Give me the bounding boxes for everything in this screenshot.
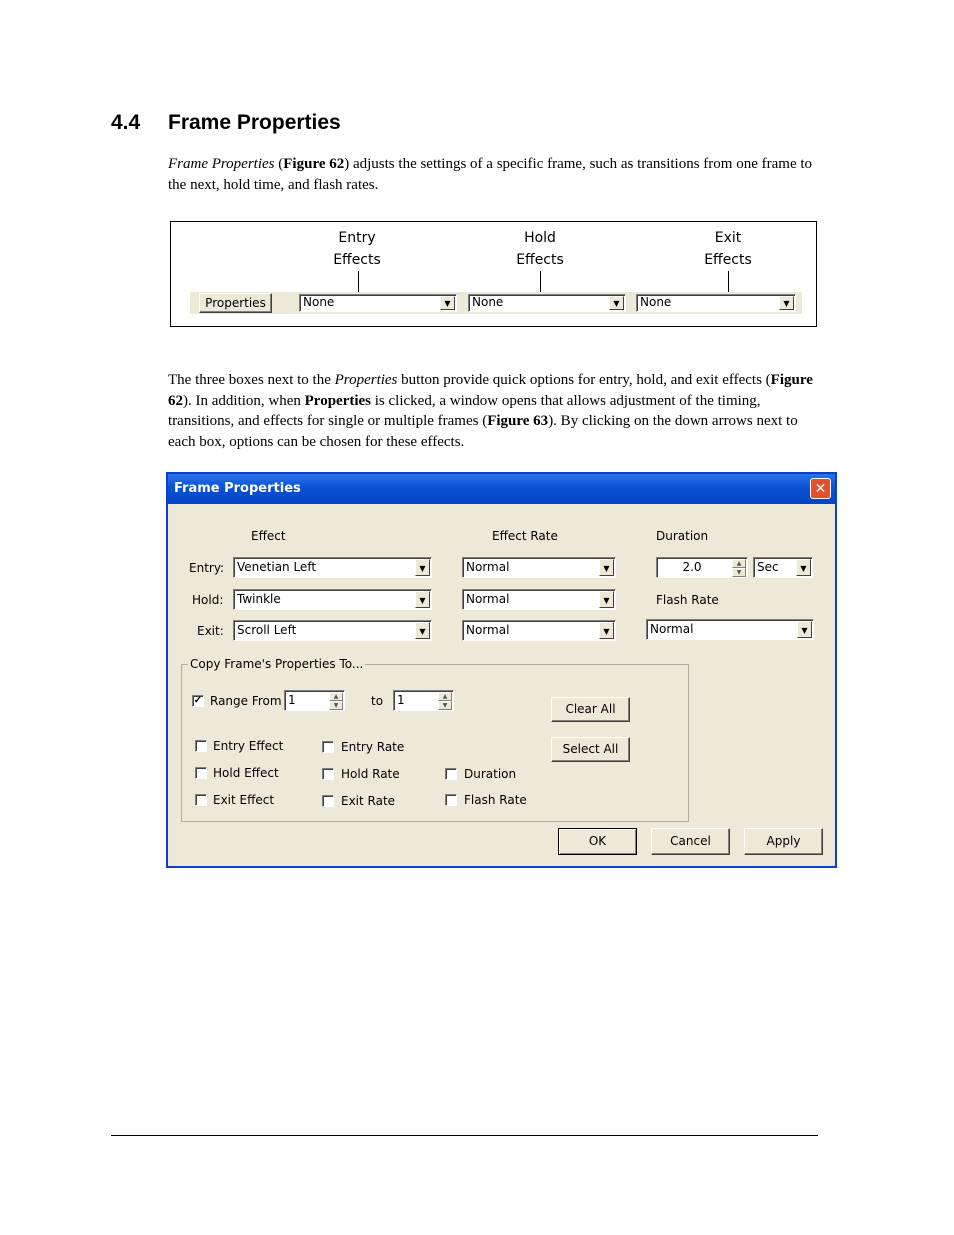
callout-line [358, 271, 359, 293]
section-title: Frame Properties [168, 111, 341, 134]
intro-text-rest: ) adjusts the settings of a specific frame, such as transitions from one frame to the next, hold time, and flash rates. [168, 156, 813, 193]
chevron-down-icon[interactable]: ▼ [599, 559, 614, 576]
spinner-value: 1 [397, 693, 405, 707]
exit-effect-checkbox[interactable] [195, 794, 207, 806]
range-from-label: Range From [210, 694, 282, 708]
duration-spinner[interactable] [656, 557, 748, 578]
body-italic: Properties [334, 372, 398, 388]
exit-rate-select[interactable] [462, 620, 616, 641]
caption-line: Exit [714, 230, 742, 246]
chevron-down-icon[interactable]: ▼ [415, 559, 430, 576]
properties-button[interactable]: Properties [199, 293, 272, 313]
hold-effect-select[interactable] [233, 589, 432, 610]
to-label: to [371, 694, 384, 708]
figure-ref: Figure 62 [283, 156, 345, 172]
select-all-button[interactable]: Select All [551, 737, 630, 762]
frame-properties-dialog [166, 472, 837, 868]
ok-button[interactable]: OK [558, 828, 637, 855]
spin-up-icon[interactable]: ▲ [438, 692, 452, 701]
dialog-titlebar[interactable] [168, 474, 835, 504]
entry-row-label: Entry: [189, 561, 225, 575]
section-heading [111, 111, 341, 135]
entry-effect-select[interactable] [299, 294, 457, 312]
chevron-down-icon[interactable]: ▼ [440, 296, 455, 310]
spin-up-icon[interactable]: ▲ [329, 692, 343, 701]
select-value: Scroll Left [237, 623, 297, 637]
entry-effects-caption [297, 227, 417, 271]
body-text: button provide quick options for entry, hold, and exit effects ( [397, 372, 771, 388]
hold-rate-checkbox[interactable] [322, 768, 334, 780]
duration-column-label: Duration [656, 529, 709, 543]
copy-properties-legend: Copy Frame's Properties To... [190, 657, 364, 671]
range-to-spinner[interactable] [393, 690, 454, 711]
select-value: Normal [650, 622, 694, 636]
select-value: Normal [466, 592, 510, 606]
clear-all-button[interactable]: Clear All [551, 697, 630, 722]
range-from-checkbox[interactable] [192, 695, 204, 707]
range-from-spinner[interactable] [284, 690, 345, 711]
check-icon: ✓ [193, 695, 203, 706]
exit-effect-label: Exit Effect [213, 793, 275, 807]
hold-rate-select[interactable] [462, 589, 616, 610]
body-text: The three boxes next to the [168, 372, 335, 388]
select-value: Normal [466, 623, 510, 637]
body-text: ). By clicking on the down arrows next to each box, options can be chosen for these effects. [168, 413, 798, 450]
spin-down-icon[interactable]: ▼ [438, 701, 452, 710]
flash-rate-checkbox[interactable] [445, 794, 457, 806]
entry-effect-checkbox[interactable] [195, 740, 207, 752]
chevron-down-icon[interactable]: ▼ [609, 296, 624, 310]
select-value: None [472, 295, 504, 309]
exit-row-label: Exit: [197, 624, 224, 638]
flash-rate-check-label: Flash Rate [464, 793, 527, 807]
exit-effects-caption [668, 227, 788, 271]
entry-effect-select[interactable] [233, 557, 432, 578]
figure-ref: Figure 63 [487, 413, 549, 429]
entry-rate-label: Entry Rate [341, 740, 405, 754]
exit-effect-select[interactable] [636, 294, 796, 312]
effect-column-label: Effect [251, 529, 286, 543]
close-icon[interactable]: ✕ [810, 478, 831, 499]
dialog-title: Frame Properties [174, 481, 301, 496]
hold-effect-label: Hold Effect [213, 766, 279, 780]
caption-line: Entry [338, 230, 376, 246]
chevron-down-icon[interactable]: ▼ [796, 559, 811, 576]
spinner-value: 2.0 [682, 560, 702, 574]
caption-line: Effects [516, 252, 564, 268]
spin-up-icon[interactable]: ▲ [732, 559, 746, 568]
spin-down-icon[interactable]: ▼ [329, 701, 343, 710]
figure-ref: Figure 62 [168, 372, 813, 409]
select-value: Twinkle [237, 592, 281, 606]
apply-button[interactable]: Apply [744, 828, 823, 855]
hold-effect-checkbox[interactable] [195, 767, 207, 779]
body-bold: Properties [304, 392, 372, 409]
duration-label: Duration [464, 767, 517, 781]
callout-line [728, 271, 729, 293]
cancel-button[interactable]: Cancel [651, 828, 730, 855]
caption-line: Effects [704, 252, 752, 268]
hold-rate-label: Hold Rate [341, 767, 400, 781]
exit-effect-select[interactable] [233, 620, 432, 641]
duration-unit-select[interactable] [753, 557, 813, 578]
duration-checkbox[interactable] [445, 768, 457, 780]
select-value: Normal [466, 560, 510, 574]
select-value: None [303, 295, 335, 309]
chevron-down-icon[interactable]: ▼ [599, 622, 614, 639]
flash-rate-select[interactable] [646, 619, 814, 640]
section-number: 4.4 [111, 111, 141, 134]
spinner-value: 1 [288, 693, 296, 707]
figure-62-toolbar [170, 221, 817, 327]
toolbar-strip [190, 292, 802, 314]
entry-effect-label: Entry Effect [213, 739, 284, 753]
hold-effects-caption [480, 227, 600, 271]
chevron-down-icon[interactable]: ▼ [797, 621, 812, 638]
body-text: ). In addition, when [183, 392, 305, 409]
exit-rate-label: Exit Rate [341, 794, 396, 808]
select-value: None [640, 295, 672, 309]
chevron-down-icon[interactable]: ▼ [599, 591, 614, 608]
chevron-down-icon[interactable]: ▼ [415, 591, 430, 608]
effect-rate-column-label: Effect Rate [492, 529, 558, 543]
body-paragraph [168, 370, 818, 452]
select-value: Sec [757, 560, 779, 574]
entry-rate-checkbox[interactable] [322, 741, 334, 753]
caption-line: Effects [333, 252, 381, 268]
flash-rate-label: Flash Rate [656, 593, 719, 607]
exit-rate-checkbox[interactable] [322, 795, 334, 807]
spin-down-icon[interactable]: ▼ [732, 568, 746, 577]
hold-row-label: Hold: [192, 593, 224, 607]
intro-paragraph [168, 154, 818, 195]
caption-line: Hold [524, 230, 556, 246]
chevron-down-icon[interactable]: ▼ [779, 296, 794, 310]
footer-rule [111, 1135, 818, 1136]
select-value: Venetian Left [237, 560, 317, 574]
entry-rate-select[interactable] [462, 557, 616, 578]
callout-line [540, 271, 541, 293]
intro-italic: Frame Properties [168, 156, 275, 172]
body-text: is clicked, a window opens that allows adjustment of the timing, transitions, and effects for single or multiple frames ( [168, 392, 761, 429]
intro-text: ( [274, 156, 284, 172]
chevron-down-icon[interactable]: ▼ [415, 622, 430, 639]
hold-effect-select[interactable] [468, 294, 626, 312]
